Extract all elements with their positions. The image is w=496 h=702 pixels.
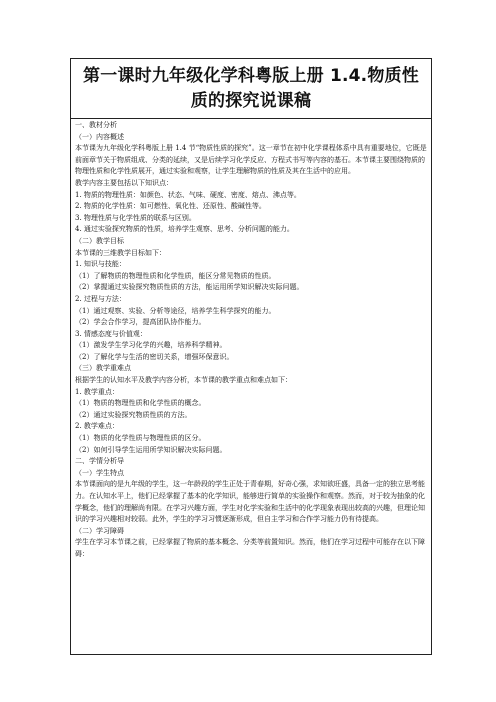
document-title: 第一课时九年级化学科粤版上册 1.4.物质性质的探究说课稿 xyxy=(83,65,419,111)
document-frame xyxy=(70,58,432,655)
list-item: （2）掌握通过实验探究物质性质的方法，能运用所学知识解决实际问题。 xyxy=(75,283,304,292)
list-item: （2）如何引导学生运用所学知识解决实际问题。 xyxy=(75,445,227,454)
list-item: （2）学会合作学习，提高团队协作能力。 xyxy=(75,318,206,327)
section-heading: 二、学情分析导 xyxy=(75,457,124,466)
paragraph: 本节课的三维教学目标如下： xyxy=(75,248,166,257)
list-item: （1）了解物质的物理性质和化学性质，能区分常见物质的性质。 xyxy=(75,271,276,280)
list-item: 1. 教学重点： xyxy=(75,387,119,396)
paragraph: 学生在学习本节课之前，已经掌握了物质的基本概念、分类等前置知识。然而，他们在学习过程中可能存在以下障碍： xyxy=(75,538,425,558)
list-item: （1）物质的化学性质与物理性质的区分。 xyxy=(75,434,206,443)
paragraph: 根据学生的认知水平及教学内容分析，本节课的教学重点和难点如下： xyxy=(75,376,292,385)
list-item: 1. 物质的物理性质：如颜色、状态、气味、硬度、密度、熔点、沸点等。 xyxy=(75,190,301,199)
list-item: 1. 知识与技能： xyxy=(75,260,126,269)
list-item: （1）激发学生学习化学的兴趣，培养科学精神。 xyxy=(75,341,227,350)
subsection-heading: （二）学习障碍 xyxy=(75,526,124,535)
list-item: 2. 物质的化学性质：如可燃性、氧化性、还原性、酸碱性等。 xyxy=(75,202,266,211)
list-item: （1）通过观察、实验、分析等途径，培养学生科学探究的能力。 xyxy=(75,306,276,315)
title-cell xyxy=(71,59,431,119)
section-heading: 一、教材分析 xyxy=(75,121,117,129)
subsection-heading: （一）学生特点 xyxy=(75,468,124,477)
list-item: 2. 过程与方法： xyxy=(75,294,126,303)
list-item: 2. 教学难点： xyxy=(75,422,119,431)
list-item: 4. 通过实验探究物质的性质，培养学生观察、思考、分析问题的能力。 xyxy=(75,225,294,234)
list-item: （2）了解化学与生活的密切关系，增强环保意识。 xyxy=(75,352,234,361)
list-item: （1）物质的物理性质和化学性质的概念。 xyxy=(75,399,206,408)
subsection-heading: （二）教学目标 xyxy=(75,236,124,245)
paragraph: 教学内容主要包括以下知识点： xyxy=(75,178,173,187)
document-body xyxy=(71,119,431,561)
subsection-heading: （一）内容概述 xyxy=(75,132,124,141)
paragraph: 本节课面向的是九年级的学生，这一年龄段的学生正处于青春期，好奇心强，求知欲旺盛，具备一定的独立思考能力。在认知水平上，他们已经掌握了基本的化学知识，能够进行简单的实验操作和观察。然而，对于较为抽象的化学概念，他们的理解尚有限。在学习兴趣方面，学生对化学实验和生活中的化学现象表现出较高的兴趣，但理论知识的学习兴趣相对较弱。此外，学生的学习习惯逐渐形成，但自主学习和合作学习能力仍有待提高。 xyxy=(75,480,425,524)
paragraph: 本节课为九年级化学科粤版上册 1.4 节“物质性质的探究”。这一章节在初中化学课程体系中具有重要地位，它既是前面章节关于物质组成、分类的延续，又是后续学习化学反应、方程式书写等内容的基石。本节课主要围绕物质的物理性质和化学性质展开，通过实验和观察，让学生理解物质的性质及其在生活中的应用。 xyxy=(75,144,427,176)
subsection-heading: （三）教学重难点 xyxy=(75,364,131,373)
list-item: （2）通过实验探究物质性质的方法。 xyxy=(75,410,192,419)
list-item: 3. 情感态度与价值观： xyxy=(75,329,147,338)
list-item: 3. 物理性质与化学性质的联系与区别。 xyxy=(75,213,196,222)
